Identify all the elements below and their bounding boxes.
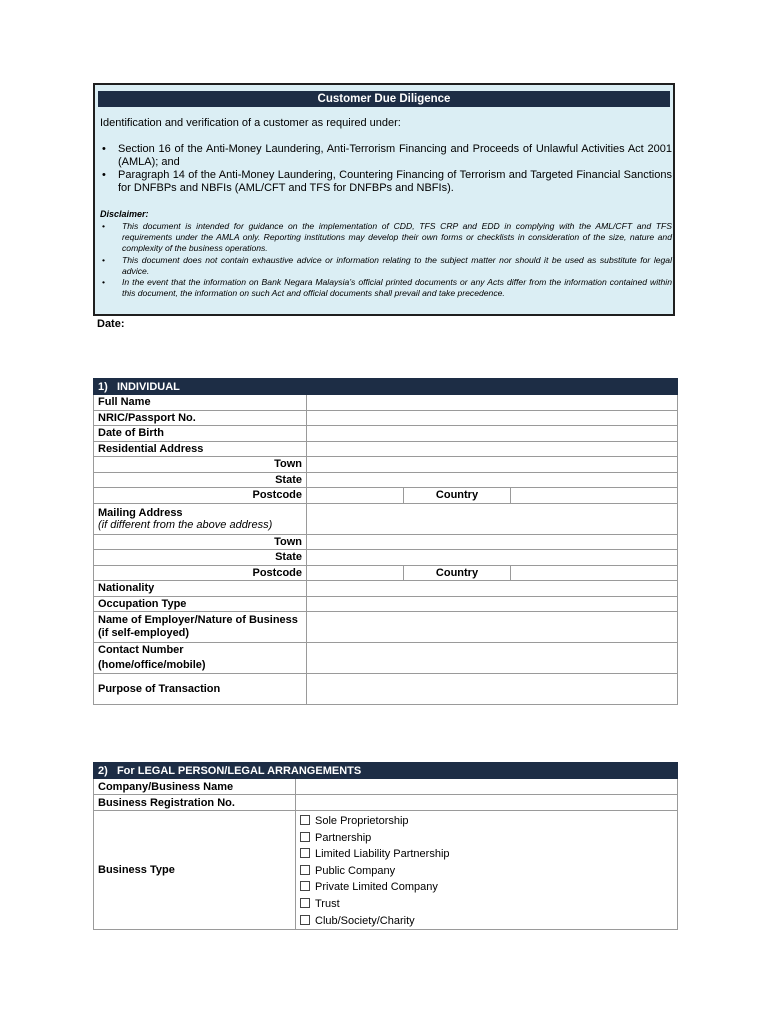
disclaimer-item: • This document is intended for guidance on the implementation of CDD, TFS CRP and EDD in complying with the AML/CFT and TFS requirements under the AMLA only. Reporting institutions may develop their own forms or checklists in consideration of the size, nature and complexity of the business operations. [100,221,672,255]
option-label: Private Limited Company [315,881,438,894]
checkbox-icon[interactable] [300,815,310,825]
dob-field[interactable] [307,426,678,442]
option-label: Public Company [315,864,396,877]
disclaimer-item: • In the event that the information on Bank Negara Malaysia’s official printed documents or any Acts differ from the information contained within this document, the information on such Act and official documents shall prevail and take precedence. [100,277,672,299]
residential-state-field[interactable] [307,472,678,488]
checkbox-icon[interactable] [300,848,310,858]
option-label: Partnership [315,831,372,844]
mailing-state-field[interactable] [307,550,678,566]
residential-town-field[interactable] [307,457,678,473]
nationality-field[interactable] [307,581,678,597]
disclaimer-item: • This document does not contain exhaustive advice or information relating to the subject matter nor should it be used as substitute for legal advice. [100,255,672,277]
requirement-item: • Section 16 of the Anti-Money Laundering, Anti-Terrorism Financing and Proceeds of Unlawful Activities Act 2001 (AMLA); and [100,143,672,169]
requirements-list [100,143,672,195]
employer-field[interactable] [307,612,678,643]
residential-postcode-label: Postcode [94,488,307,504]
business-type-options [296,811,678,930]
registration-no-field[interactable] [296,795,678,811]
disclaimer-list [100,221,672,299]
occupation-label: Occupation Type [94,596,307,612]
mailing-country-field[interactable] [511,565,678,581]
disclaimer-title: Disclaimer: [100,209,149,219]
contact-number-field[interactable] [307,643,678,674]
legal-person-table [93,762,678,930]
residential-postcode-field[interactable] [307,488,404,504]
mailing-address-title: Mailing Address [98,506,183,519]
purpose-label: Purpose of Transaction [94,674,307,705]
mailing-postcode-field[interactable] [307,565,404,581]
residential-country-field[interactable] [511,488,678,504]
residential-address-field[interactable] [307,441,678,457]
individual-table [93,378,678,705]
nric-field[interactable] [307,410,678,426]
residential-state-label: State [94,472,307,488]
mailing-address-field[interactable] [307,503,678,534]
dob-label: Date of Birth [94,426,307,442]
mailing-state-label: State [94,550,307,566]
checkbox-icon[interactable] [300,915,310,925]
mailing-address-note: (if different from the above address) [98,518,273,531]
residential-country-label: Country [404,488,511,504]
registration-no-label: Business Registration No. [94,795,296,811]
residential-town-label: Town [94,457,307,473]
checkbox-icon[interactable] [300,881,310,891]
option-label: Club/Society/Charity [315,914,415,927]
mailing-town-field[interactable] [307,534,678,550]
full-name-label: Full Name [94,395,307,411]
option-label: Sole Proprietorship [315,815,409,827]
option-private-limited[interactable] [300,879,673,896]
option-trust[interactable] [300,896,673,913]
business-type-label: Business Type [94,811,296,930]
contact-number-title: Contact Number [98,644,184,656]
nric-label: NRIC/Passport No. [94,410,307,426]
requirement-item: • Paragraph 14 of the Anti-Money Laundering, Countering Financing of Terrorism and Targeted Financial Sanctions for DNFBPs and NBFIs (AML/CFT and TFS for DNFBPs and NBFIs). [100,169,672,195]
employer-label: Name of Employer/Nature of Business (if self-employed) [94,612,307,643]
purpose-field[interactable] [307,674,678,705]
company-name-field[interactable] [296,779,678,795]
option-club-society-charity[interactable] [300,913,673,930]
nationality-label: Nationality [94,581,307,597]
checkbox-icon[interactable] [300,832,310,842]
company-name-label: Company/Business Name [94,779,296,795]
option-partnership[interactable] [300,830,673,847]
contact-number-note: (home/office/mobile) [98,659,206,671]
individual-section-header: 1) INDIVIDUAL [94,379,678,395]
mailing-country-label: Country [404,565,511,581]
option-label: Limited Liability Partnership [315,848,450,861]
legal-section-header: 2) For LEGAL PERSON/LEGAL ARRANGEMENTS [94,763,678,779]
residential-address-label: Residential Address [94,441,307,457]
cdd-title: Customer Due Diligence [98,91,670,107]
cdd-intro: Identification and verification of a customer as required under: [100,117,401,129]
contact-number-label [94,643,307,674]
option-label: Trust [315,897,340,910]
checkbox-icon[interactable] [300,898,310,908]
mailing-town-label: Town [94,534,307,550]
option-public-company[interactable] [300,863,673,880]
option-sole-proprietorship[interactable] [300,813,673,830]
mailing-postcode-label: Postcode [94,565,307,581]
cdd-info-box [93,83,675,316]
date-label: Date: [97,318,125,330]
occupation-field[interactable] [307,596,678,612]
checkbox-icon[interactable] [300,865,310,875]
option-llp[interactable] [300,846,673,863]
full-name-field[interactable] [307,395,678,411]
mailing-address-label [94,503,307,534]
